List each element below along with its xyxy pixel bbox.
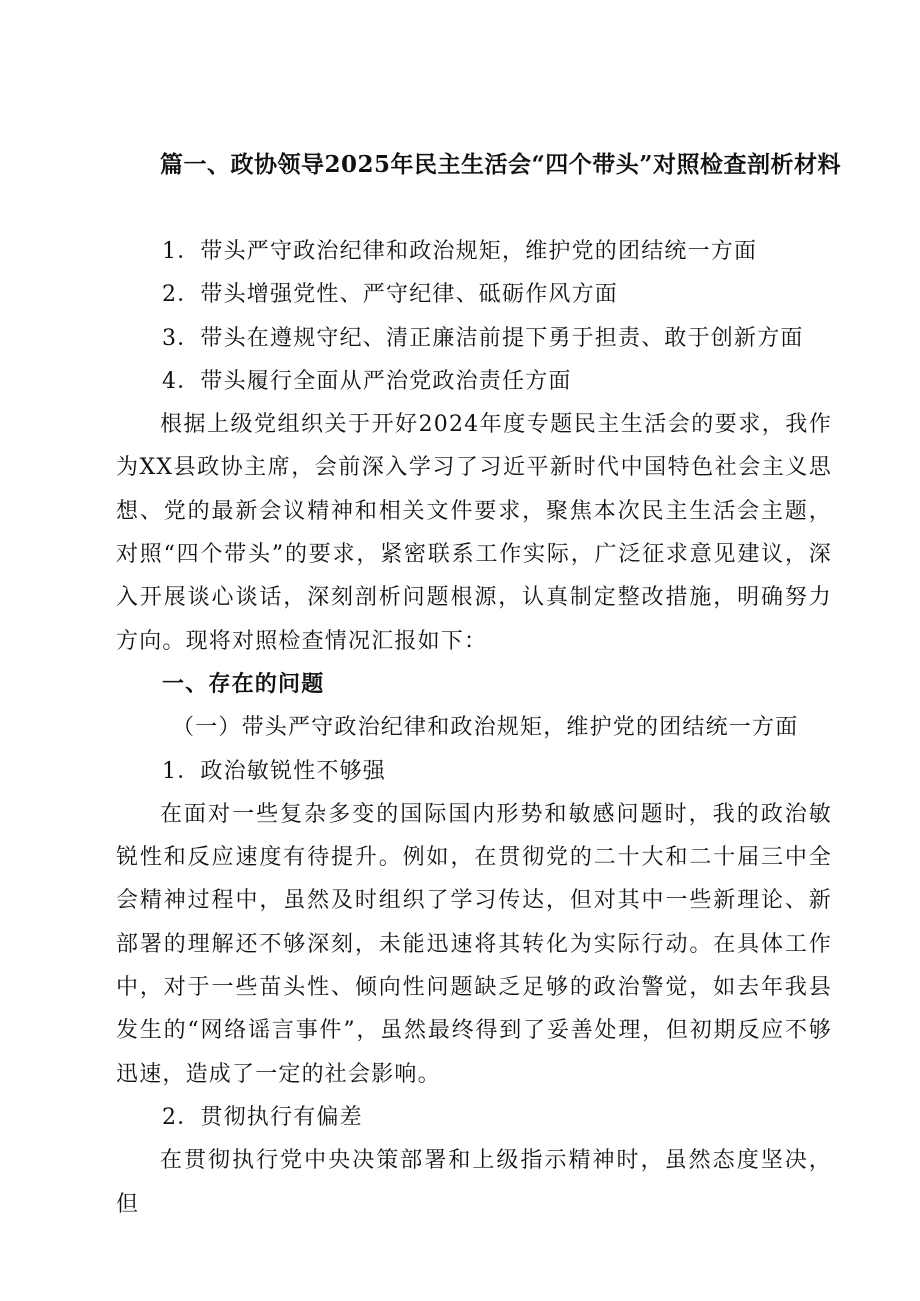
document-body: [116, 230, 832, 1226]
point-paragraph-2: 在贯彻执行党中央决策部署和上级指示精神时，虽然态度坚决，但: [116, 1148, 832, 1217]
point-heading-2: 2．贯彻执行有偏差: [162, 1104, 363, 1130]
toc-item-4: 4．带头履行全面从严治党政治责任方面: [162, 368, 572, 394]
section-heading-problems: 一、存在的问题: [162, 670, 325, 697]
document-title: 篇一、政协领导2025年民主生活会“四个带头”对照检查剖析材料: [160, 151, 841, 178]
toc-item-2: 2．带头增强党性、严守纪律、砥砺作风方面: [162, 282, 618, 308]
point-heading-1: 1．政治敏锐性不够强: [162, 758, 386, 784]
point-paragraph-1: 在面对一些复杂多变的国际国内形势和敏感问题时，我的政治敏锐性和反应速度有待提升。例如，在贯彻党的二十大和二十届三中全会精神过程中，虽然及时组织了学习传达，但对其中一些新理论、新部署的理解还不够深刻，未能迅速将其转化为实际行动。在具体工作中，对于一些苗头性、倾向性问题缺乏足够的政治警觉，如去年我县发生的“网络谣言事件”，虽然最终得到了妥善处理，但初期反应不够迅速，造成了一定的社会影响。: [116, 801, 832, 1087]
toc-item-3: 3．带头在遵规守纪、清正廉洁前提下勇于担责、敢于创新方面: [162, 325, 804, 351]
toc-item-1: 1．带头严守政治纪律和政治规矩，维护党的团结统一方面: [162, 239, 758, 264]
subsection-heading-1: （一）带头严守政治纪律和政治规矩，维护党的团结统一方面: [172, 715, 799, 741]
intro-paragraph: 根据上级党组织关于开好2024年度专题民主生活会的要求，我作为XX县政协主席，会前深入学习了习近平新时代中国特色社会主义思想、党的最新会议精神和相关文件要求，聚焦本次民主生活会主题，对照“四个带头”的要求，紧密联系工作实际，广泛征求意见建议，深入开展谈心谈话，深刻剖析问题根源，认真制定整改措施，明确努力方向。现将对照检查情况汇报如下：: [116, 412, 832, 654]
